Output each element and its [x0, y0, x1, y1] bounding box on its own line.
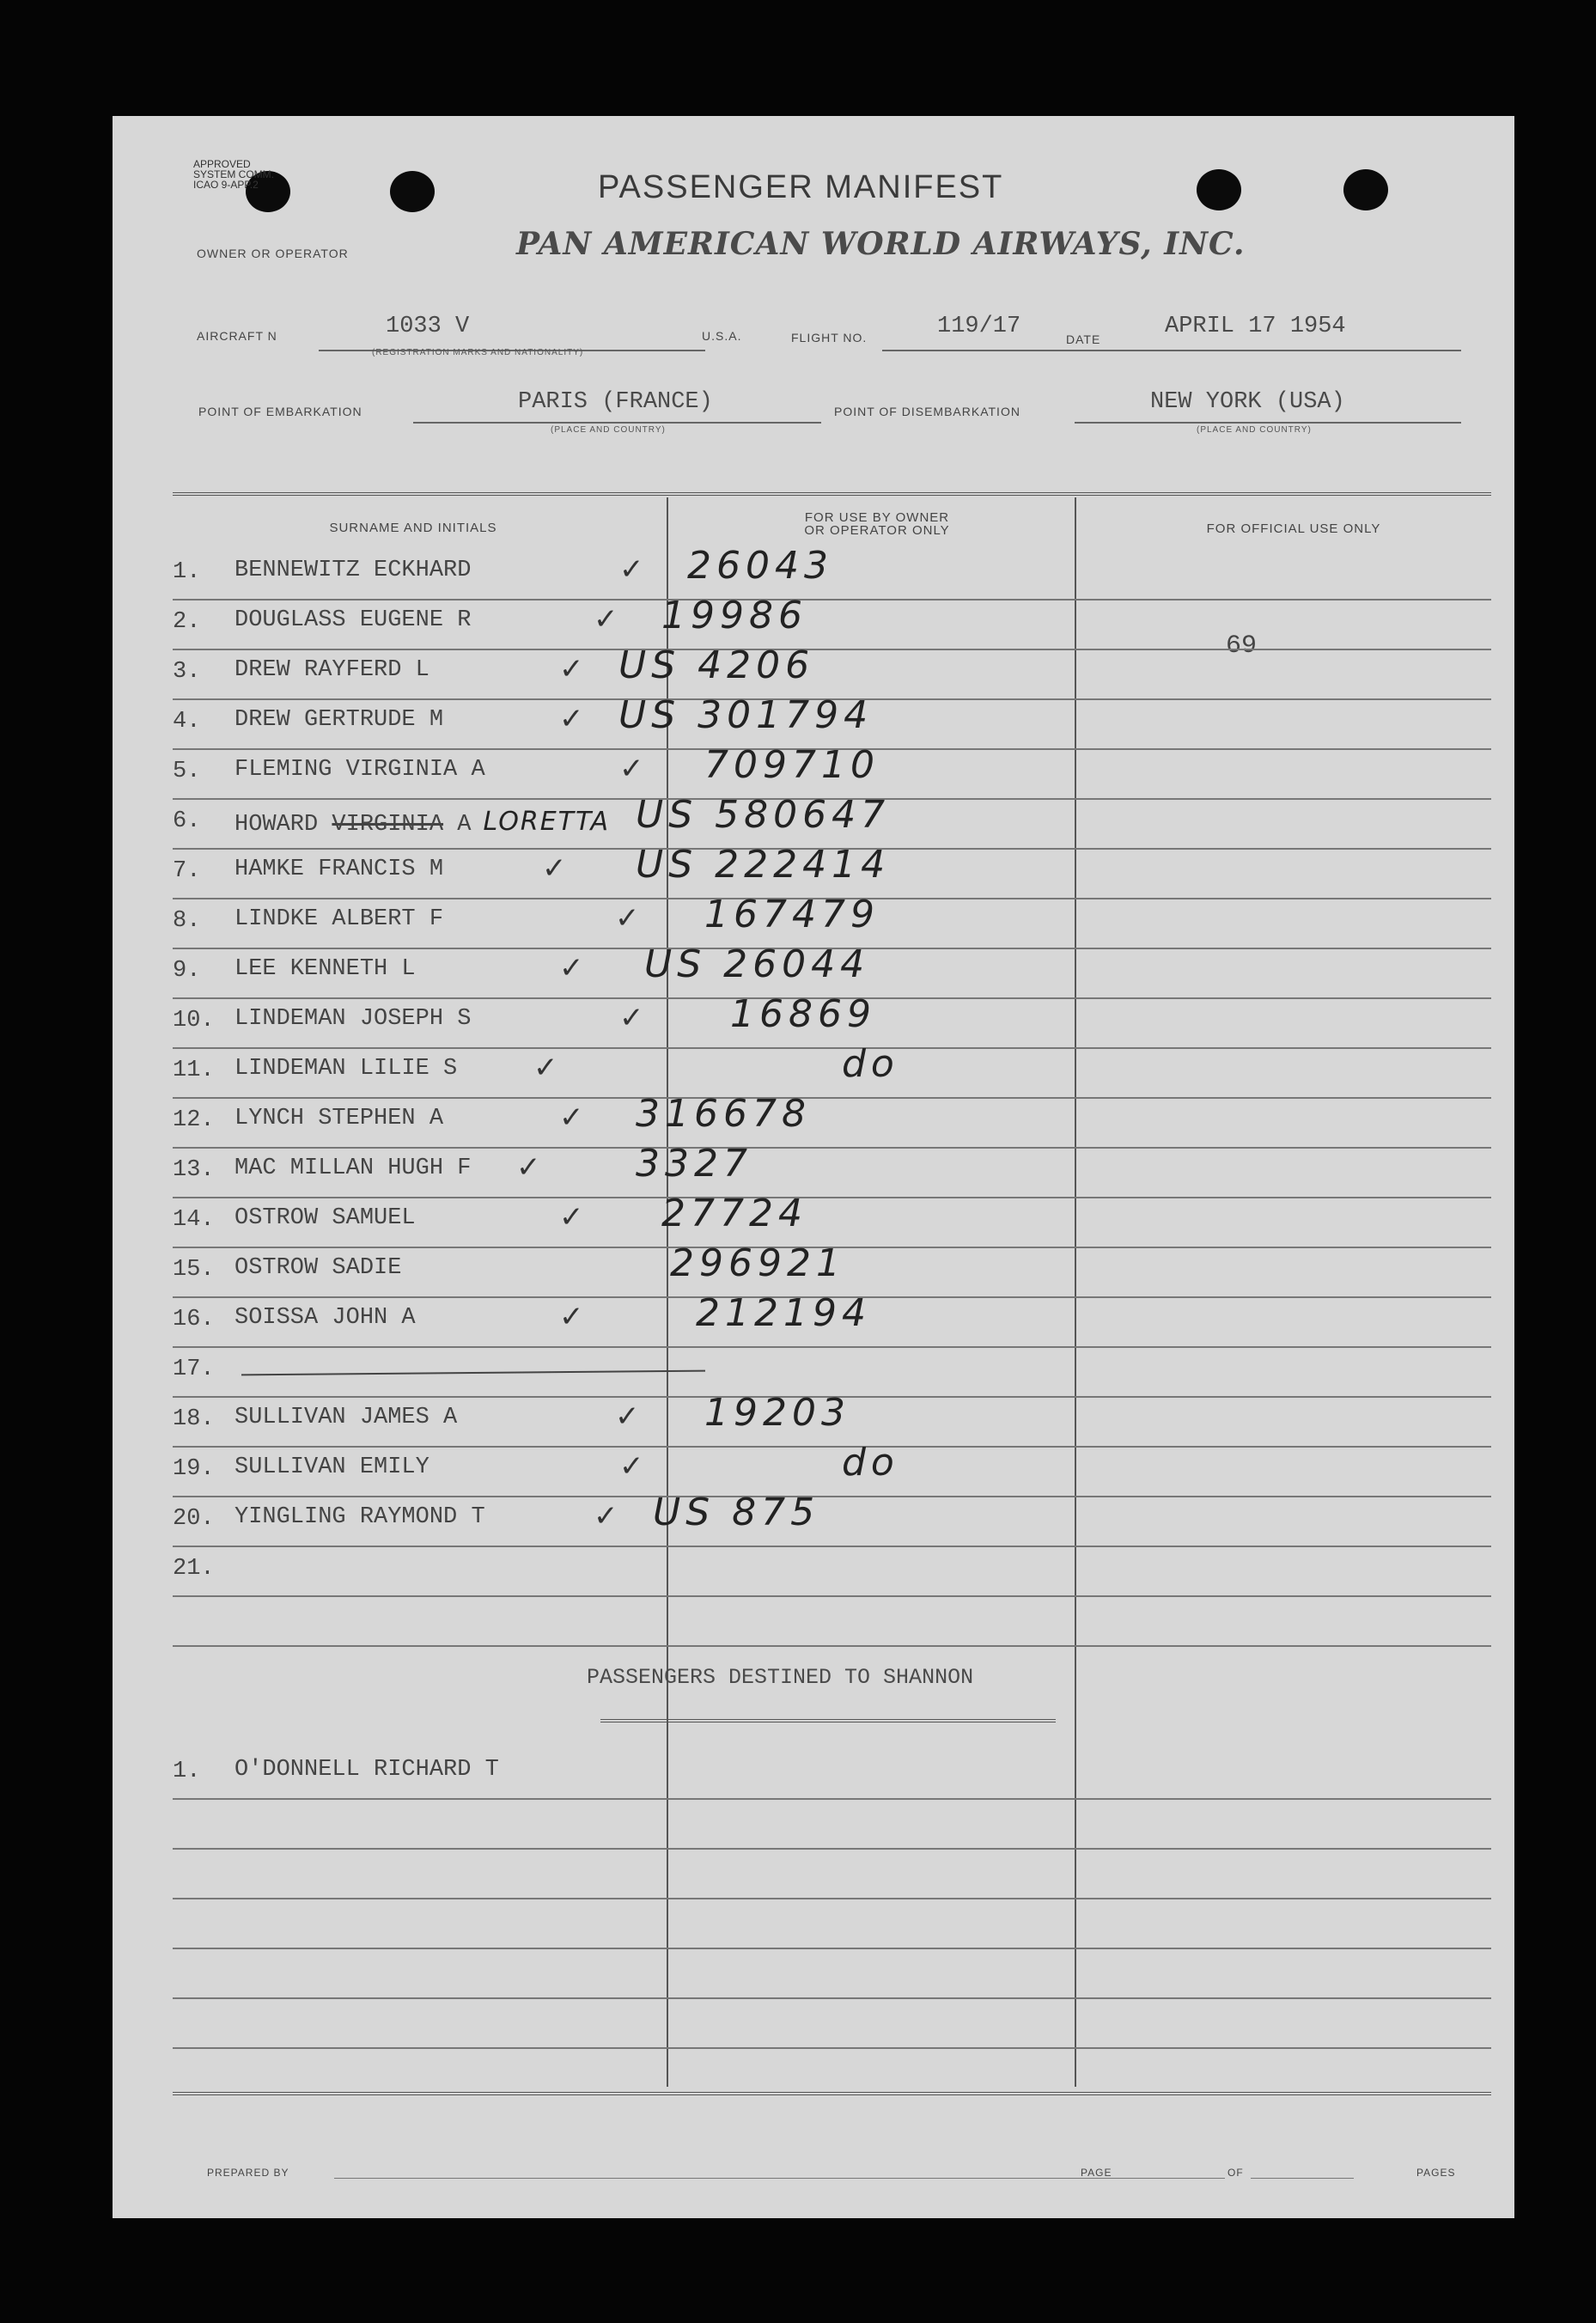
passenger-row — [173, 544, 1491, 599]
passenger-row — [173, 1241, 1491, 1296]
pages-label: PAGES — [1416, 2167, 1456, 2179]
row-rule — [173, 2047, 1491, 2049]
row-number: 1. — [173, 1759, 201, 1784]
check-mark-icon: ✓ — [594, 602, 618, 637]
check-mark-icon: ✓ — [559, 652, 584, 686]
row-rule — [173, 1898, 1491, 1899]
handwritten-number: 296921 — [670, 1241, 845, 1285]
passenger-row — [173, 1092, 1491, 1147]
passenger-row — [173, 1192, 1491, 1247]
passenger-row — [173, 594, 1491, 649]
handwritten-number: do — [842, 1441, 899, 1485]
row-number: 17. — [173, 1357, 215, 1382]
check-mark-icon: ✓ — [542, 851, 567, 886]
check-mark-icon: ✓ — [619, 1001, 644, 1035]
owner-use-header: FOR USE BY OWNER OR OPERATOR ONLY — [804, 510, 950, 538]
punch-hole-4 — [1343, 169, 1388, 210]
passenger-name: SULLIVAN EMILY — [235, 1454, 429, 1480]
passenger-name: LINDEMAN LILIE S — [235, 1056, 458, 1082]
passenger-name: HAMKE FRANCIS M — [235, 857, 444, 882]
passenger-row — [173, 1441, 1491, 1496]
check-mark-icon: ✓ — [619, 552, 644, 587]
of-label: OF — [1227, 2167, 1244, 2179]
handwritten-number: 167479 — [704, 893, 880, 936]
row-number: 18. — [173, 1406, 215, 1432]
passenger-name: FLEMING VIRGINIA A — [235, 757, 485, 783]
check-mark-icon: ✓ — [559, 702, 584, 736]
row-number: 5. — [173, 759, 201, 784]
aircraft-value: 1033 V — [386, 314, 470, 339]
embark-value: PARIS (FRANCE) — [518, 389, 713, 415]
handwritten-number: 316678 — [636, 1092, 811, 1136]
row-number: 10. — [173, 1008, 215, 1033]
flight-value: 119/17 — [937, 314, 1021, 339]
handwritten-number: 19986 — [661, 594, 807, 637]
handwritten-name-correction: LORETTA — [483, 807, 611, 837]
shannon-passenger-row — [173, 1748, 1491, 1798]
handwritten-number: US 222414 — [636, 843, 891, 887]
passenger-row — [173, 1042, 1491, 1097]
owner-label: OWNER OR OPERATOR — [197, 247, 349, 260]
prepared-by-line — [334, 2178, 1193, 2179]
surname-header: SURNAME AND INITIALS — [329, 521, 497, 535]
table-top-rule — [173, 492, 1491, 496]
row-number: 2. — [173, 609, 201, 635]
passenger-name: DREW RAYFERD L — [235, 657, 429, 683]
passenger-name: LEE KENNETH L — [235, 956, 416, 982]
disembark-line — [1075, 422, 1461, 424]
row-rule — [173, 1645, 1491, 1647]
passenger-name — [235, 807, 610, 838]
passenger-row — [173, 942, 1491, 997]
passenger-row — [173, 793, 1491, 848]
check-mark-icon: ✓ — [615, 1399, 640, 1434]
disembark-caption: (PLACE AND COUNTRY) — [1197, 425, 1312, 435]
handwritten-number: 26043 — [687, 544, 833, 588]
passenger-name: OSTROW SADIE — [235, 1255, 402, 1281]
official-use-header: FOR OFFICIAL USE ONLY — [1206, 521, 1381, 536]
row-number: 12. — [173, 1107, 215, 1133]
approval-stamp: APPROVED SYSTEM COMM. ICAO 9-APP.2 — [193, 158, 275, 191]
passenger-row — [173, 1391, 1491, 1446]
row-number: 9. — [173, 958, 201, 984]
page-label: PAGE — [1081, 2167, 1112, 2179]
handwritten-number: do — [842, 1042, 899, 1086]
form-title: PASSENGER MANIFEST — [598, 169, 1004, 205]
of-line — [1251, 2178, 1354, 2179]
official-note: 69 — [1226, 631, 1258, 661]
embark-caption: (PLACE AND COUNTRY) — [551, 425, 666, 435]
check-mark-icon: ✓ — [559, 1101, 584, 1135]
row-number: 14. — [173, 1207, 215, 1233]
row-number: 4. — [173, 709, 201, 735]
punch-hole-3 — [1197, 169, 1241, 210]
check-mark-icon: ✓ — [615, 901, 640, 936]
punch-hole-2 — [390, 171, 435, 212]
usa-label: U.S.A. — [702, 329, 742, 343]
handwritten-number: US 580647 — [636, 793, 891, 837]
row-rule — [173, 1798, 1491, 1800]
flight-label: FLIGHT NO. — [791, 331, 868, 344]
passenger-name: DOUGLASS EUGENE R — [235, 607, 472, 633]
passenger-name: LYNCH STEPHEN A — [235, 1106, 444, 1131]
passenger-name: SOISSA JOHN A — [235, 1305, 416, 1331]
row-number: 11. — [173, 1058, 215, 1083]
passenger-row — [173, 1291, 1491, 1346]
passenger-name: LINDEMAN JOSEPH S — [235, 1006, 472, 1032]
row-number: 6. — [173, 808, 201, 834]
table-bottom-rule — [173, 2092, 1491, 2095]
passenger-row — [173, 1142, 1491, 1197]
blank-row-dash — [241, 1370, 705, 1376]
date-value: APRIL 17 1954 — [1165, 314, 1346, 339]
check-mark-icon: ✓ — [559, 1300, 584, 1334]
row-number: 3. — [173, 659, 201, 685]
disembark-value: NEW YORK (USA) — [1150, 389, 1345, 415]
handwritten-number: 709710 — [704, 743, 880, 787]
passenger-name-part: A — [443, 812, 472, 838]
passenger-name: SULLIVAN JAMES A — [235, 1405, 458, 1430]
handwritten-number: 212194 — [696, 1291, 871, 1335]
handwritten-number: 3327 — [636, 1142, 752, 1186]
airline-name: PAN AMERICAN WORLD AIRWAYS, INC. — [516, 226, 1246, 262]
check-mark-icon: ✓ — [533, 1051, 558, 1085]
passenger-name: MAC MILLAN HUGH F — [235, 1155, 472, 1181]
passenger-name: YINGLING RAYMOND T — [235, 1504, 485, 1530]
check-mark-icon: ✓ — [594, 1499, 618, 1533]
passenger-row — [173, 843, 1491, 898]
handwritten-number: US 875 — [653, 1491, 820, 1534]
row-number: 13. — [173, 1157, 215, 1183]
struck-name-part: VIRGINIA — [332, 812, 444, 838]
row-number: 20. — [173, 1506, 215, 1532]
page-line — [1122, 2178, 1225, 2179]
passenger-row — [173, 693, 1491, 748]
row-number: 7. — [173, 858, 201, 884]
handwritten-number: US 26044 — [644, 942, 870, 986]
row-rule — [173, 1997, 1491, 1999]
check-mark-icon: ✓ — [559, 951, 584, 985]
shannon-heading-underline — [600, 1719, 1056, 1722]
passenger-row — [173, 893, 1491, 948]
disembark-label: POINT OF DISEMBARKATION — [834, 405, 1020, 418]
passenger-name: BENNEWITZ ECKHARD — [235, 558, 472, 583]
aircraft-label: AIRCRAFT N — [197, 329, 277, 343]
check-mark-icon: ✓ — [619, 1449, 644, 1484]
check-mark-icon: ✓ — [619, 752, 644, 786]
embark-label: POINT OF EMBARKATION — [198, 405, 362, 418]
row-number: 19. — [173, 1456, 215, 1482]
row-number: 16. — [173, 1307, 215, 1332]
passenger-name-part: HOWARD — [235, 812, 332, 838]
handwritten-number: 19203 — [704, 1391, 850, 1435]
check-mark-icon: ✓ — [559, 1200, 584, 1235]
passenger-row — [173, 1546, 1491, 1595]
date-line — [1109, 350, 1461, 351]
registration-caption: (REGISTRATION MARKS AND NATIONALITY) — [372, 348, 584, 357]
passenger-name: LINDKE ALBERT F — [235, 906, 444, 932]
row-number: 1. — [173, 559, 201, 585]
handwritten-number: US 301794 — [618, 693, 874, 737]
row-number: 21. — [173, 1556, 215, 1582]
prepared-by-label: PREPARED BY — [207, 2167, 289, 2179]
row-number: 8. — [173, 908, 201, 934]
check-mark-icon: ✓ — [516, 1150, 541, 1185]
handwritten-number: 16869 — [730, 992, 876, 1036]
passenger-row — [173, 743, 1491, 798]
manifest-sheet — [113, 116, 1514, 2218]
row-rule — [173, 1948, 1491, 1949]
date-label: DATE — [1066, 332, 1101, 346]
passenger-name: DREW GERTRUDE M — [235, 707, 444, 733]
row-rule — [173, 1848, 1491, 1850]
passenger-row — [173, 1346, 1491, 1396]
handwritten-number: 27724 — [661, 1192, 807, 1235]
passenger-name: O'DONNELL RICHARD T — [235, 1757, 499, 1783]
passenger-name: OSTROW SAMUEL — [235, 1205, 416, 1231]
embark-line — [413, 422, 821, 424]
passenger-row — [173, 1491, 1491, 1546]
row-rule — [173, 1595, 1491, 1597]
shannon-heading: PASSENGERS DESTINED TO SHANNON — [587, 1665, 974, 1690]
handwritten-number: US 4206 — [618, 643, 815, 687]
row-number: 15. — [173, 1257, 215, 1283]
passenger-row — [173, 992, 1491, 1047]
